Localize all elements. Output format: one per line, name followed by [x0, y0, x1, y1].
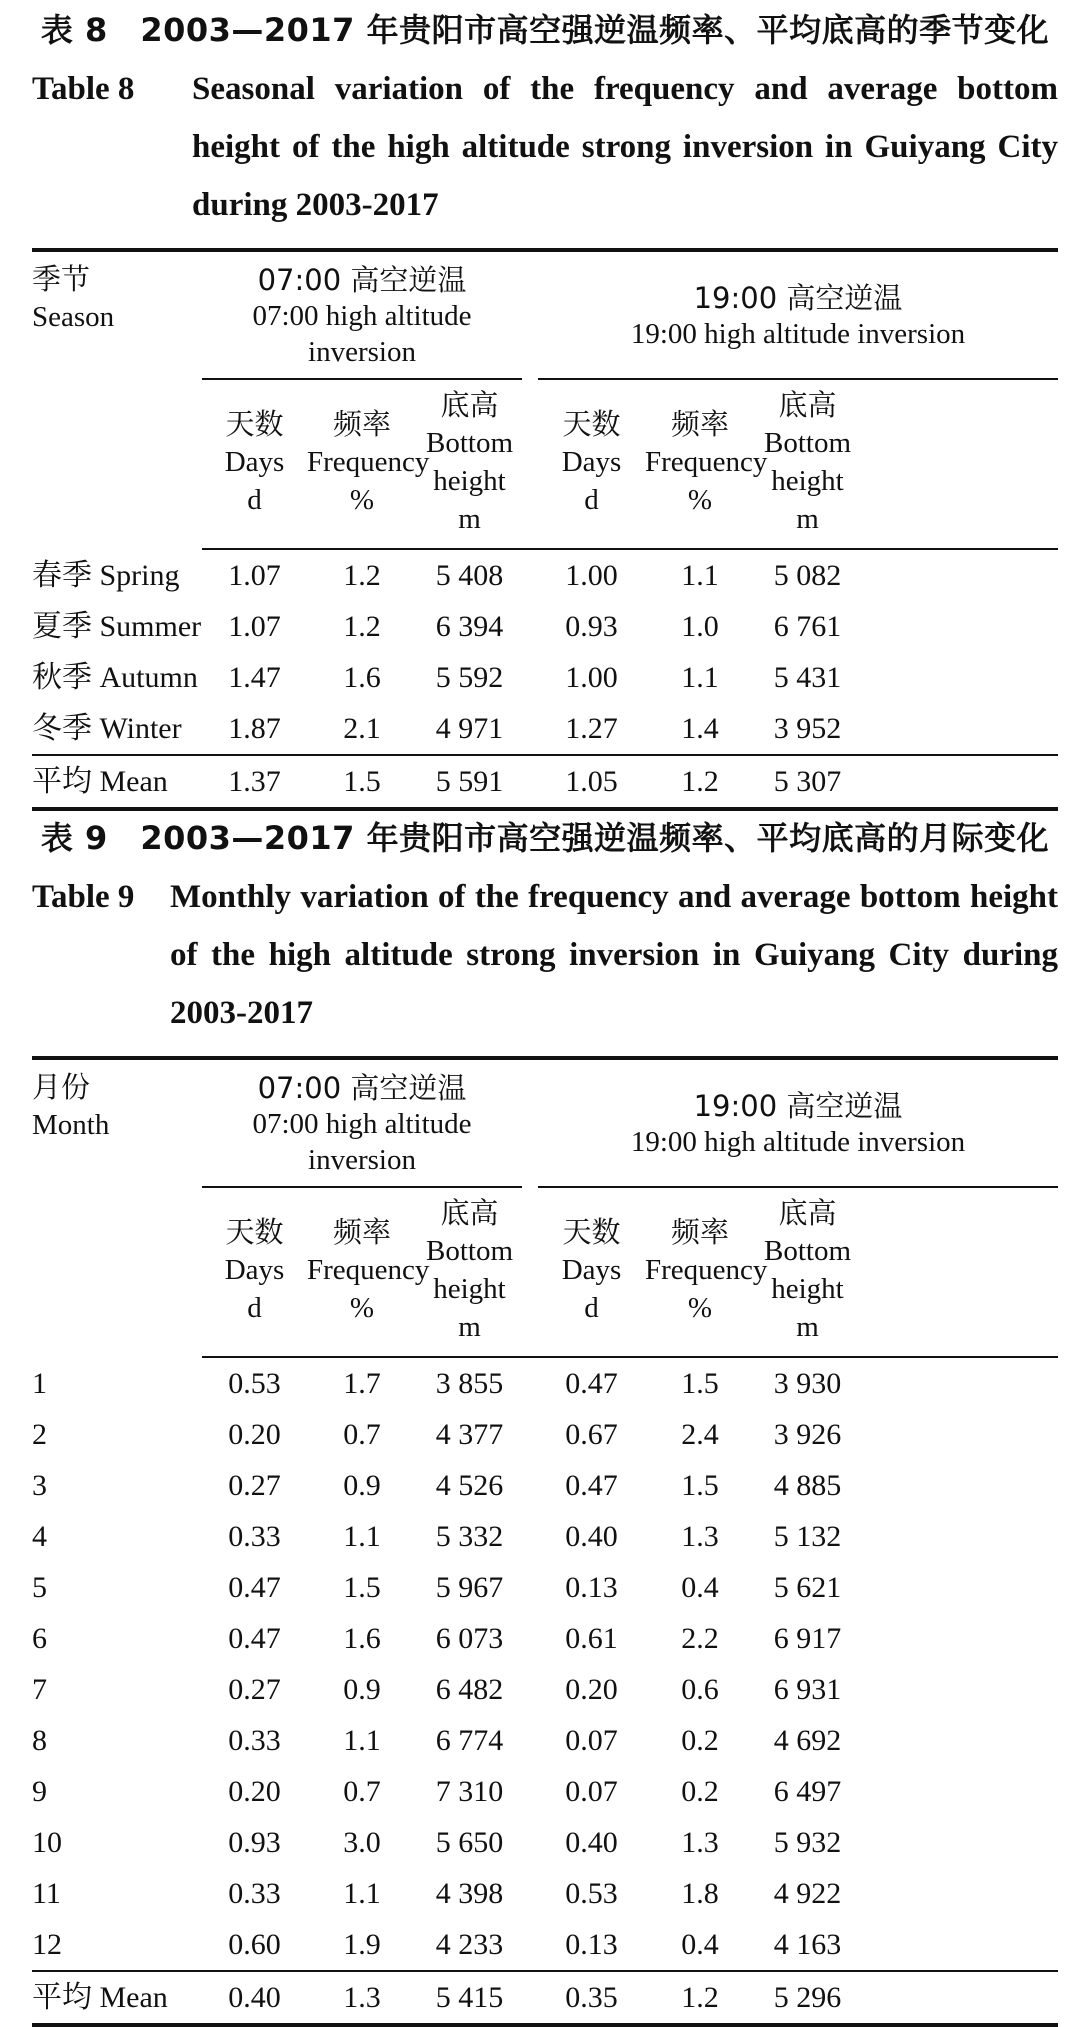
table-cell: 3 855: [435, 1367, 504, 1400]
table-cell: 1.00: [565, 559, 618, 592]
table-cell: 5 415: [417, 1971, 522, 2025]
table-cell: 0.2: [681, 1724, 719, 1757]
season-header-cn: 季节: [32, 262, 91, 296]
group-0700-en: 07:00 high altitude inversion: [252, 300, 472, 368]
table-cell: 1.1: [343, 1520, 381, 1553]
col-bottom-height-0700: 底高 Bottom height m: [417, 1187, 522, 1357]
table-cell: 0.20: [565, 1673, 618, 1706]
table-row: [32, 1919, 1058, 1971]
col-days-1900: 天数 Days d: [538, 1187, 645, 1357]
col-days-0700: 天数 Days d: [202, 379, 307, 549]
table-cell: 2.2: [681, 1622, 719, 1655]
table-cell: 0.7: [343, 1775, 381, 1808]
table-cell: 1.9: [343, 1928, 381, 1961]
table-row: [32, 1613, 1058, 1664]
table-cell: 0.27: [228, 1469, 281, 1502]
table-cell: 1.7: [343, 1367, 381, 1400]
table-cell: 1.1: [343, 1877, 381, 1910]
row-label: 4: [32, 1520, 47, 1553]
col-bottom-height-0700: 底高 Bottom height m: [417, 379, 522, 549]
table-9-body: [32, 1357, 1058, 2025]
row-label: 冬季 Winter: [32, 711, 182, 746]
table-cell: 1.05: [538, 755, 645, 809]
table-cell: 1.87: [228, 712, 281, 745]
table-cell: 5 132: [773, 1520, 842, 1553]
table-cell: 0.6: [681, 1673, 719, 1706]
row-label: 2: [32, 1418, 47, 1451]
table-8-caption-en: [32, 60, 1058, 234]
table-cell: 1.3: [681, 1826, 719, 1859]
table-9-caption-en: [32, 868, 1058, 1042]
table-cell: 0.4: [681, 1928, 719, 1961]
table-cell: 1.07: [228, 610, 281, 643]
table-cell: 0.93: [228, 1826, 281, 1859]
month-header-cn: 月份: [32, 1070, 91, 1104]
group-0700-cn: 07:00 高空逆温: [257, 263, 467, 297]
table-9-caption-text: Monthly variation of the frequency and average bottom height of the high altitude strong inversion in Guiyang City during 2003-2017: [170, 879, 1058, 1031]
table-cell: 5 592: [435, 661, 504, 694]
row-label: 10: [32, 1826, 62, 1859]
table-cell: 3.0: [343, 1826, 381, 1859]
table-8-caption-cn: 表 8 2003—2017 年贵阳市高空强逆温频率、平均底高的季节变化: [40, 11, 1050, 49]
table-cell: 5 967: [435, 1571, 504, 1604]
col-frequency-1900: 频率 Frequency %: [645, 379, 755, 549]
group-0700-header: [202, 1058, 522, 1187]
table-row: [32, 652, 1058, 703]
table-cell: 5 431: [773, 661, 842, 694]
table-cell: 0.2: [681, 1775, 719, 1808]
table-cell: 5 408: [435, 559, 504, 592]
group-0700-header: [202, 250, 522, 379]
table-cell: 1.07: [228, 559, 281, 592]
row-label: 3: [32, 1469, 47, 1502]
table-cell: 4 971: [435, 712, 504, 745]
table-cell: 0.53: [565, 1877, 618, 1910]
table-cell: 2.4: [681, 1418, 719, 1451]
table-cell: 0.4: [681, 1571, 719, 1604]
table-cell: 0.9: [343, 1673, 381, 1706]
table-row: [32, 703, 1058, 755]
table-cell: 1.27: [565, 712, 618, 745]
table-cell: 4 377: [435, 1418, 504, 1451]
row-label: 8: [32, 1724, 47, 1757]
table-cell: 0.33: [228, 1877, 281, 1910]
table-row: [32, 1357, 1058, 1409]
table-8: [32, 248, 1058, 811]
table-cell: 1.5: [307, 755, 417, 809]
table-cell: 5 650: [435, 1826, 504, 1859]
table-cell: 0.40: [202, 1971, 307, 2025]
table-cell: 0.47: [228, 1571, 281, 1604]
table-8-body: [32, 549, 1058, 809]
row-label: 6: [32, 1622, 47, 1655]
season-header-en: Season: [32, 301, 115, 333]
table-cell: 6 394: [435, 610, 504, 643]
table-cell: 5 932: [773, 1826, 842, 1859]
table-cell: 1.3: [307, 1971, 417, 2025]
table-cell: 4 885: [773, 1469, 842, 1502]
table-cell: 1.4: [681, 712, 719, 745]
group-1900-header: [538, 250, 1058, 379]
table-cell: 7 310: [435, 1775, 504, 1808]
table-cell: 0.33: [228, 1520, 281, 1553]
table-cell: 0.07: [565, 1775, 618, 1808]
table-cell: 1.2: [645, 1971, 755, 2025]
row-label: 7: [32, 1673, 47, 1706]
table-cell: 1.47: [228, 661, 281, 694]
row-label: 秋季 Autumn: [32, 660, 198, 695]
table-cell: 0.7: [343, 1418, 381, 1451]
row-label: 9: [32, 1775, 47, 1808]
table-cell: 0.07: [565, 1724, 618, 1757]
table-row: [32, 1511, 1058, 1562]
table-row: [32, 1766, 1058, 1817]
table-cell: 6 497: [773, 1775, 842, 1808]
season-column-header: [32, 250, 202, 549]
table-cell: 5 621: [773, 1571, 842, 1604]
table-cell: 0.47: [228, 1622, 281, 1655]
month-column-header: [32, 1058, 202, 1357]
table-cell: 5 591: [417, 755, 522, 809]
table-cell: 0.47: [565, 1469, 618, 1502]
table-8-section: [32, 0, 1058, 811]
col-frequency-1900: 频率 Frequency %: [645, 1187, 755, 1357]
row-label: 11: [32, 1877, 61, 1910]
col-bottom-height-1900: 底高 Bottom height m: [755, 1187, 860, 1357]
table-row: [32, 1460, 1058, 1511]
table-cell: 0.60: [228, 1928, 281, 1961]
table-cell: 1.6: [343, 1622, 381, 1655]
mean-row: [32, 1971, 1058, 2025]
table-cell: 1.5: [681, 1367, 719, 1400]
table-9-caption-cn: 表 9 2003—2017 年贵阳市高空强逆温频率、平均底高的月际变化: [40, 819, 1050, 857]
table-cell: 1.8: [681, 1877, 719, 1910]
table-cell: 4 163: [773, 1928, 842, 1961]
table-cell: 1.1: [681, 559, 719, 592]
table-cell: 4 398: [435, 1877, 504, 1910]
table-8-label: Table 8: [32, 71, 135, 107]
table-row: [32, 549, 1058, 601]
table-cell: 6 931: [773, 1673, 842, 1706]
table-cell: 6 917: [773, 1622, 842, 1655]
table-cell: 1.2: [645, 755, 755, 809]
table-cell: 0.53: [228, 1367, 281, 1400]
table-cell: 0.61: [565, 1622, 618, 1655]
table-cell: 5 082: [773, 559, 842, 592]
col-frequency-0700: 频率 Frequency %: [307, 379, 417, 549]
table-cell: 0.13: [565, 1928, 618, 1961]
table-row: [32, 1409, 1058, 1460]
table-cell: 1.6: [343, 661, 381, 694]
group-1900-header: [538, 1058, 1058, 1187]
table-cell: 3 926: [773, 1418, 842, 1451]
mean-row: [32, 755, 1058, 809]
table-cell: 0.47: [565, 1367, 618, 1400]
row-label: 平均 Mean: [32, 755, 202, 809]
row-label: 春季 Spring: [32, 557, 180, 593]
row-label: 夏季 Summer: [32, 609, 202, 644]
table-cell: 1.2: [343, 559, 381, 592]
table-cell: 1.3: [681, 1520, 719, 1553]
table-cell: 0.93: [565, 610, 618, 643]
table-cell: 6 073: [435, 1622, 504, 1655]
table-9-section: [32, 808, 1058, 2027]
group-0700-en: 07:00 high altitude inversion: [252, 1108, 472, 1176]
row-label: 1: [32, 1366, 47, 1400]
table-cell: 3 930: [773, 1367, 842, 1400]
col-bottom-height-1900: 底高 Bottom height m: [755, 379, 860, 549]
group-1900-en: 19:00 high altitude inversion: [630, 1126, 966, 1158]
month-header-en: Month: [32, 1109, 110, 1141]
group-0700-cn: 07:00 高空逆温: [257, 1071, 467, 1105]
col-frequency-0700: 频率 Frequency %: [307, 1187, 417, 1357]
table-cell: 1.1: [343, 1724, 381, 1757]
table-cell: 6 761: [773, 610, 842, 643]
table-cell: 0.13: [565, 1571, 618, 1604]
table-cell: 1.00: [565, 661, 618, 694]
table-cell: 6 482: [435, 1673, 504, 1706]
table-cell: 6 774: [435, 1724, 504, 1757]
table-cell: 0.40: [565, 1826, 618, 1859]
group-1900-en: 19:00 high altitude inversion: [630, 318, 966, 350]
group-1900-cn: 19:00 高空逆温: [693, 1089, 903, 1123]
table-cell: 0.20: [228, 1775, 281, 1808]
table-row: [32, 1715, 1058, 1766]
table-8-caption-text: Seasonal variation of the frequency and average bottom height of the high altitude strong inversion in Guiyang City during 2003-2017: [192, 71, 1058, 223]
col-days-1900: 天数 Days d: [538, 379, 645, 549]
table-cell: 0.9: [343, 1469, 381, 1502]
table-cell: 3 952: [773, 712, 842, 745]
table-row: [32, 1562, 1058, 1613]
table-cell: 1.1: [681, 661, 719, 694]
table-cell: 0.20: [228, 1418, 281, 1451]
table-row: [32, 601, 1058, 652]
table-cell: 4 922: [773, 1877, 842, 1910]
row-label: 平均 Mean: [32, 1971, 202, 2025]
table-9-label: Table 9: [32, 879, 135, 915]
table-cell: 0.40: [565, 1520, 618, 1553]
row-label: 5: [32, 1571, 47, 1604]
table-row: [32, 1868, 1058, 1919]
group-1900-cn: 19:00 高空逆温: [693, 281, 903, 315]
table-cell: 1.2: [343, 610, 381, 643]
table-cell: 5 332: [435, 1520, 504, 1553]
table-row: [32, 1817, 1058, 1868]
row-label: 12: [32, 1928, 62, 1961]
table-9: [32, 1056, 1058, 2027]
table-cell: 4 526: [435, 1469, 504, 1502]
table-cell: 5 296: [755, 1971, 860, 2025]
table-cell: 1.0: [681, 610, 719, 643]
table-row: [32, 1664, 1058, 1715]
table-cell: 4 233: [435, 1928, 504, 1961]
table-cell: 2.1: [343, 712, 381, 745]
table-cell: 4 692: [773, 1724, 842, 1757]
table-cell: 0.33: [228, 1724, 281, 1757]
table-cell: 0.27: [228, 1673, 281, 1706]
table-cell: 1.5: [343, 1571, 381, 1604]
col-days-0700: 天数 Days d: [202, 1187, 307, 1357]
table-cell: 0.35: [538, 1971, 645, 2025]
table-cell: 5 307: [755, 755, 860, 809]
table-cell: 0.67: [565, 1418, 618, 1451]
table-cell: 1.5: [681, 1469, 719, 1502]
table-cell: 1.37: [202, 755, 307, 809]
